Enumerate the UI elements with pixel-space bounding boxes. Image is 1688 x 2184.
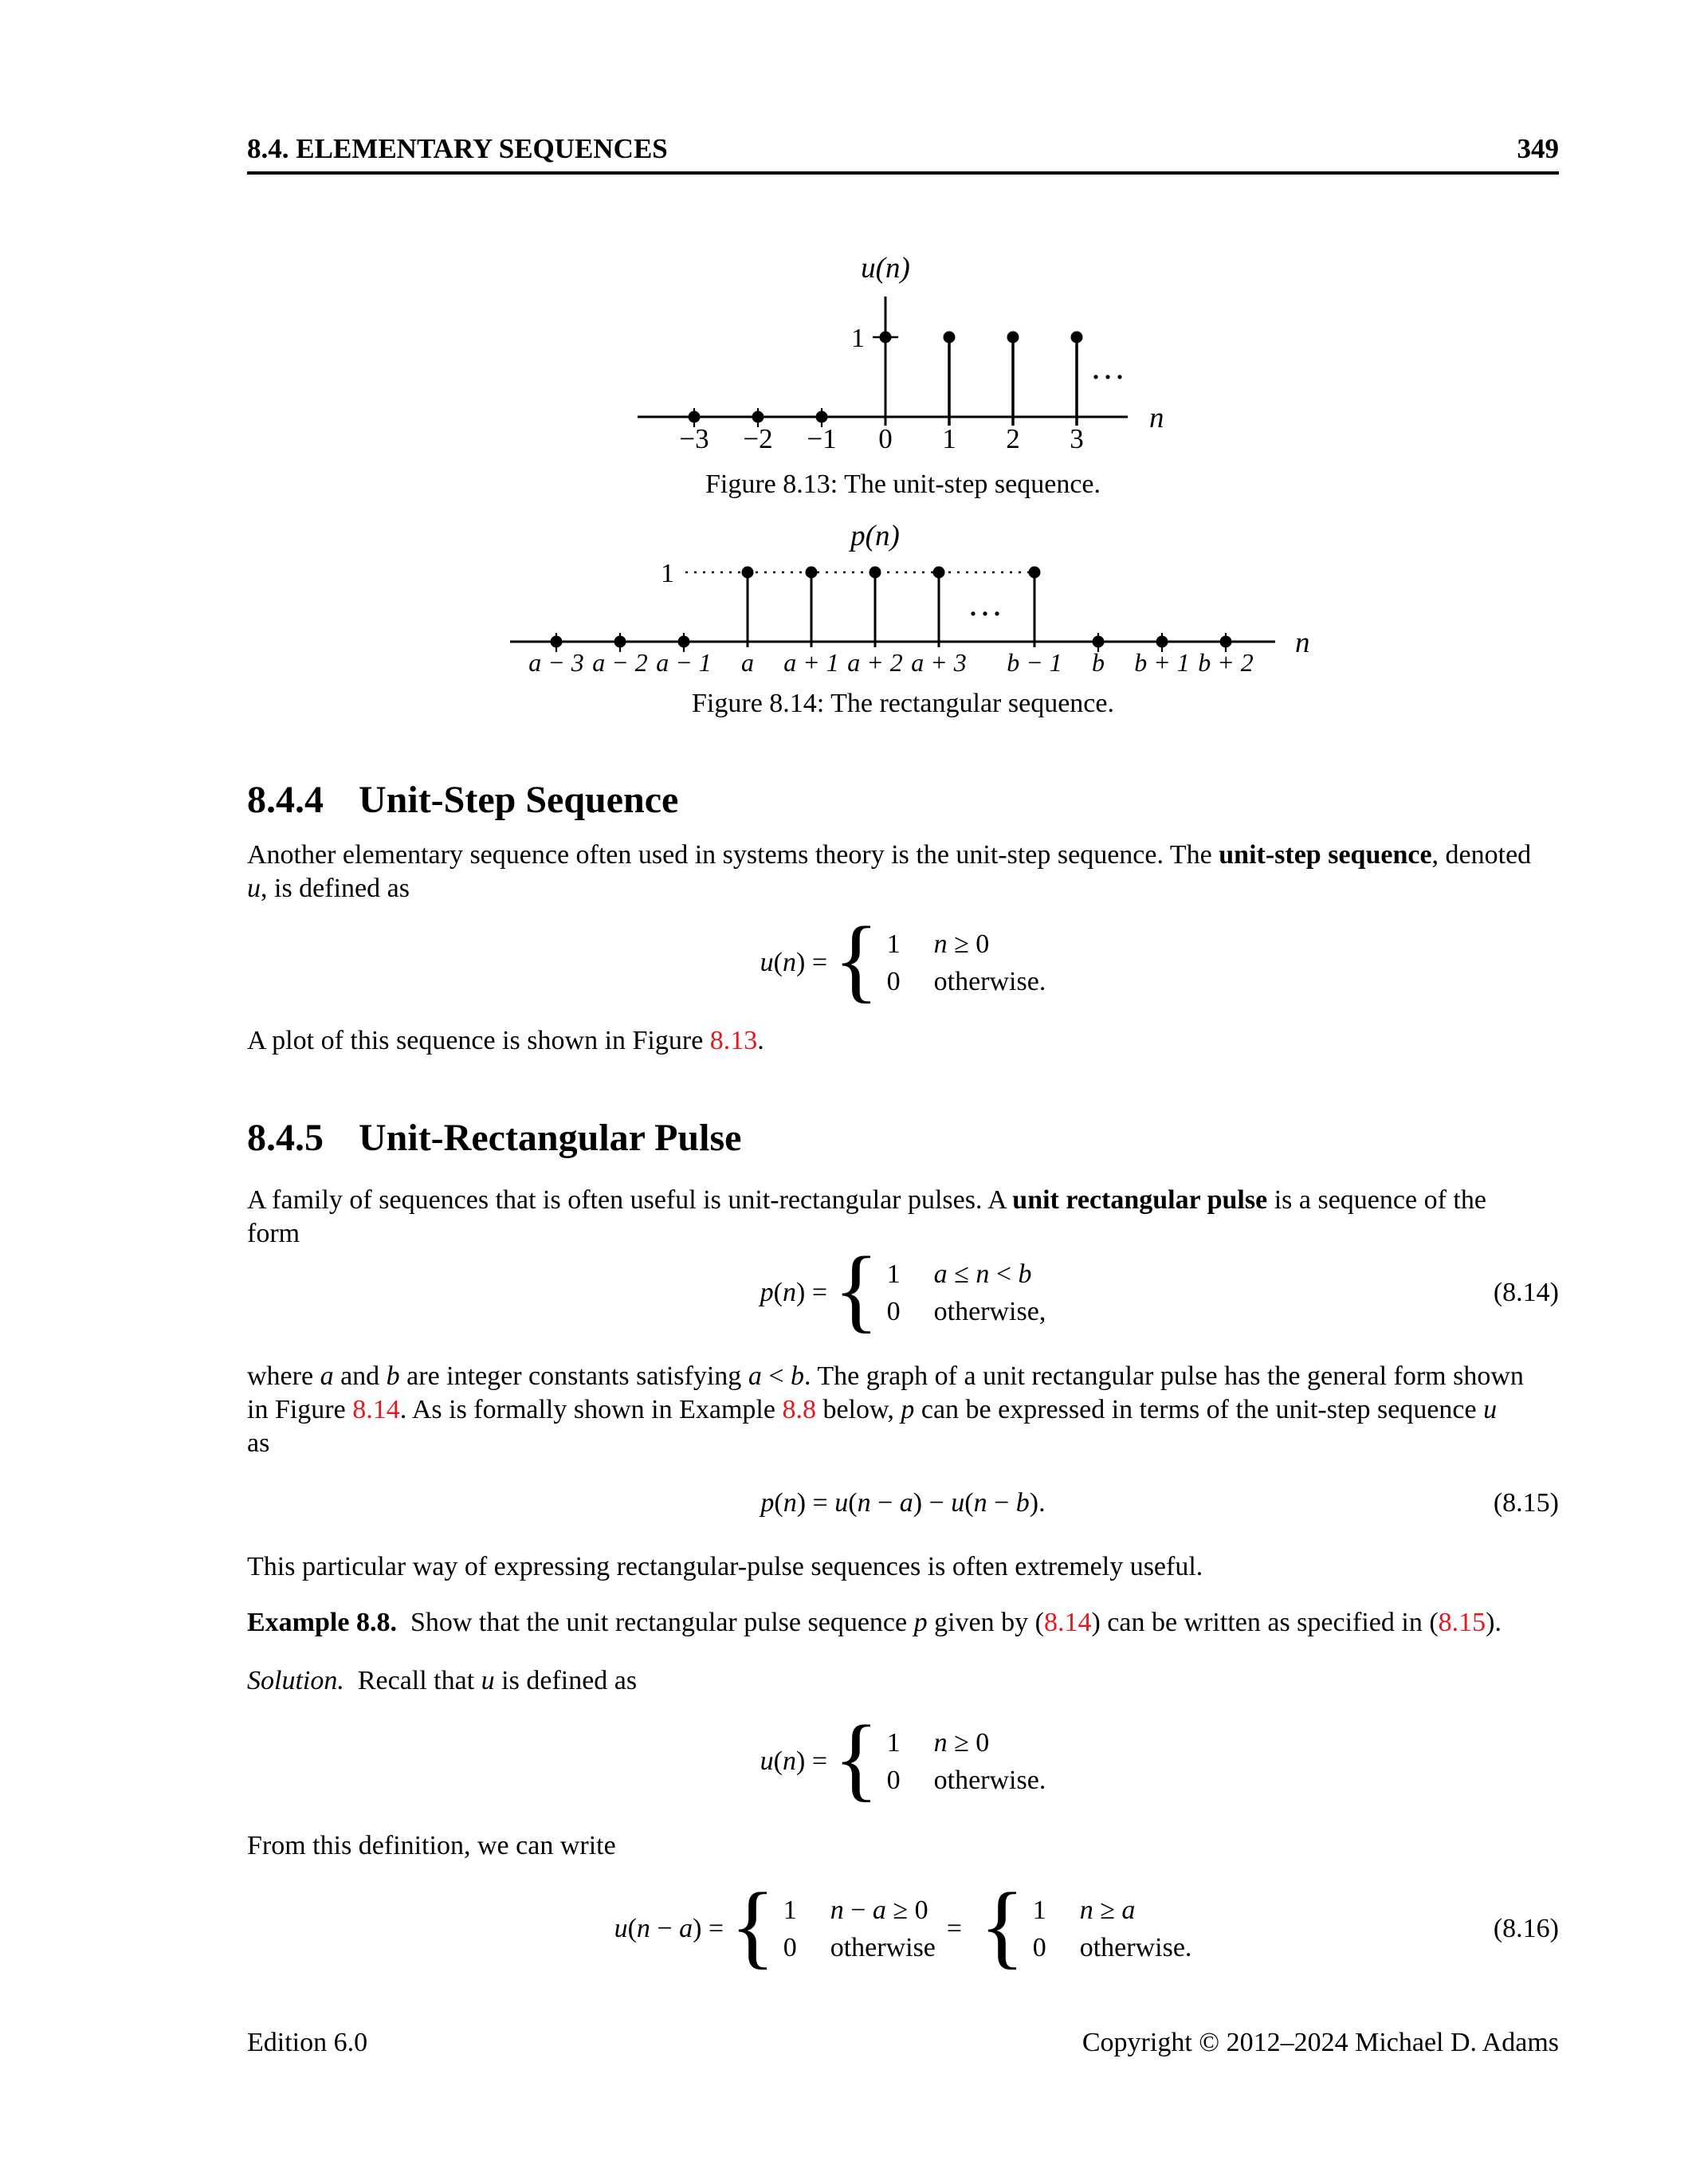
equation-cases: 1 a ≤ n < b 0 otherwise, — [886, 1259, 1046, 1326]
svg-text:2: 2 — [1006, 423, 1020, 454]
equation-8-15 — [247, 1479, 1559, 1527]
svg-text:3: 3 — [1070, 423, 1084, 454]
paragraph-line: A plot of this sequence is shown in Figure 8.13. — [247, 1026, 764, 1055]
left-brace-glyph: { — [730, 1873, 775, 1978]
equation-number: (8.16) — [1493, 1914, 1559, 1943]
svg-text:−3: −3 — [679, 423, 709, 454]
svg-text:a + 2: a + 2 — [847, 648, 903, 677]
page-footer — [247, 2027, 1559, 2059]
paragraph-line: Another elementary sequence often used in systems theory is the unit-step sequence. The unit-step sequence, denoted — [247, 840, 1532, 870]
section-8-4-4-heading — [247, 780, 1559, 821]
paragraph-line: where a and b are integer constants satisfying a < b. The graph of a unit rectangular pulse has the general form shown — [247, 1361, 1524, 1391]
left-brace-glyph: { — [979, 1873, 1025, 1978]
equation-8-14 — [247, 1237, 1559, 1341]
fig814-tick-labels — [528, 648, 1254, 677]
equation-unit-step-def-1 — [247, 907, 1559, 1011]
equation-body: p(n) = u(n − a) − u(n − b). — [760, 1488, 1046, 1518]
left-brace-glyph: { — [834, 907, 879, 1011]
paragraph-line: From this definition, we can write — [247, 1831, 616, 1860]
fig814-one-dots — [742, 567, 1041, 579]
paragraph-line: in Figure 8.14. As is formally shown in Example 8.8 below, p can be expressed in terms of the unit-step sequence u — [247, 1395, 1498, 1424]
left-brace-glyph: { — [834, 1706, 879, 1810]
footer-copyright: Copyright © 2012–2024 Michael D. Adams — [1081, 2028, 1559, 2057]
footer-edition: Edition 6.0 — [247, 2028, 368, 2057]
svg-text:a: a — [741, 648, 754, 677]
svg-text:−2: −2 — [743, 423, 773, 454]
ref-link[interactable]: 8.14 — [1043, 1608, 1092, 1637]
paragraph-line: as — [247, 1428, 270, 1458]
ref-link[interactable]: 8.15 — [1438, 1608, 1486, 1637]
fig813-unit-label: 1 — [851, 324, 865, 353]
page-header — [247, 133, 1559, 165]
fig813-tick-labels — [679, 423, 1083, 454]
equation-lhs: u(n − a) = — [614, 1914, 724, 1943]
left-brace-glyph: { — [834, 1237, 879, 1341]
fig813-xlabel: n — [1149, 402, 1164, 434]
ref-link[interactable]: 8.8 — [782, 1395, 816, 1424]
equation-number: (8.14) — [1493, 1278, 1559, 1307]
ref-link[interactable]: 8.13 — [709, 1026, 758, 1055]
header-page-number: 349 — [1517, 133, 1559, 164]
equation-8-16 — [247, 1873, 1559, 1978]
svg-text:a − 3: a − 3 — [528, 648, 584, 677]
paragraph-line: This particular way of expressing rectangular-pulse sequences is often extremely useful. — [247, 1552, 1203, 1581]
equation-lhs: u(n) = — [760, 1746, 827, 1776]
svg-text:a − 1: a − 1 — [656, 648, 712, 677]
svg-text:b + 2: b + 2 — [1198, 648, 1254, 677]
svg-text:0: 0 — [878, 423, 893, 454]
equation-lhs: u(n) = — [760, 948, 827, 977]
svg-text:a + 3: a + 3 — [911, 648, 967, 677]
figure-8-14-plot — [462, 514, 1371, 685]
equation-lhs: p(n) = — [760, 1278, 827, 1307]
fig813-one-dots — [880, 332, 1083, 344]
figure-8-13-caption: Figure 8.13: The unit-step sequence. — [705, 469, 1101, 499]
example-8-8-line: Example 8.8. Show that the unit rectangular pulse sequence p given by (8.14) can be written as specified in (8.15). — [247, 1608, 1502, 1637]
fig814-ylabel: p(n) — [850, 520, 900, 552]
figure-8-13-plot — [614, 239, 1180, 466]
figure-8-14-caption: Figure 8.14: The rectangular sequence. — [692, 689, 1114, 718]
fig814-ellipsis: ... — [968, 584, 1005, 623]
equals-sign: = — [946, 1914, 963, 1943]
section-title: Unit-Rectangular Pulse — [359, 1117, 742, 1159]
equation-cases: 1 n ≥ 0 0 otherwise. — [886, 929, 1046, 996]
ref-link[interactable]: 8.14 — [352, 1395, 400, 1424]
section-title: Unit-Step Sequence — [359, 779, 679, 821]
paragraph-line: u, is defined as — [247, 874, 410, 903]
fig813-ellipsis: ... — [1091, 348, 1128, 387]
fig814-unit-label: 1 — [661, 559, 674, 588]
equation-cases: 1 n ≥ 0 0 otherwise. — [886, 1727, 1046, 1795]
section-number: 8.4.5 — [247, 1117, 324, 1159]
paragraph-line: A family of sequences that is often useful is unit-rectangular pulses. A unit rectangular pulse is a sequence of the — [247, 1185, 1486, 1215]
svg-text:b: b — [1092, 648, 1105, 677]
svg-text:b − 1: b − 1 — [1007, 648, 1062, 677]
svg-text:b + 1: b + 1 — [1134, 648, 1190, 677]
svg-text:1: 1 — [942, 423, 956, 454]
fig813-ylabel: u(n) — [861, 252, 910, 285]
equation-cases-second: 1 n ≥ a 0 otherwise. — [1032, 1895, 1192, 1962]
svg-text:−1: −1 — [807, 423, 837, 454]
solution-line: Solution. Recall that u is defined as — [247, 1666, 638, 1695]
section-8-4-5-heading — [247, 1118, 1559, 1159]
svg-text:a + 1: a + 1 — [783, 648, 839, 677]
equation-cases-first: 1 n − a ≥ 0 0 otherwise — [783, 1895, 936, 1962]
paragraph-line: form — [247, 1219, 300, 1248]
svg-text:a − 2: a − 2 — [592, 648, 648, 677]
section-number: 8.4.4 — [247, 779, 324, 821]
equation-number: (8.15) — [1493, 1488, 1559, 1518]
header-section-title: 8.4. ELEMENTARY SEQUENCES — [247, 133, 668, 164]
fig814-xlabel: n — [1295, 627, 1310, 659]
header-rule — [247, 171, 1559, 175]
equation-unit-step-def-2 — [247, 1706, 1559, 1810]
fig813-stems — [949, 337, 1077, 426]
